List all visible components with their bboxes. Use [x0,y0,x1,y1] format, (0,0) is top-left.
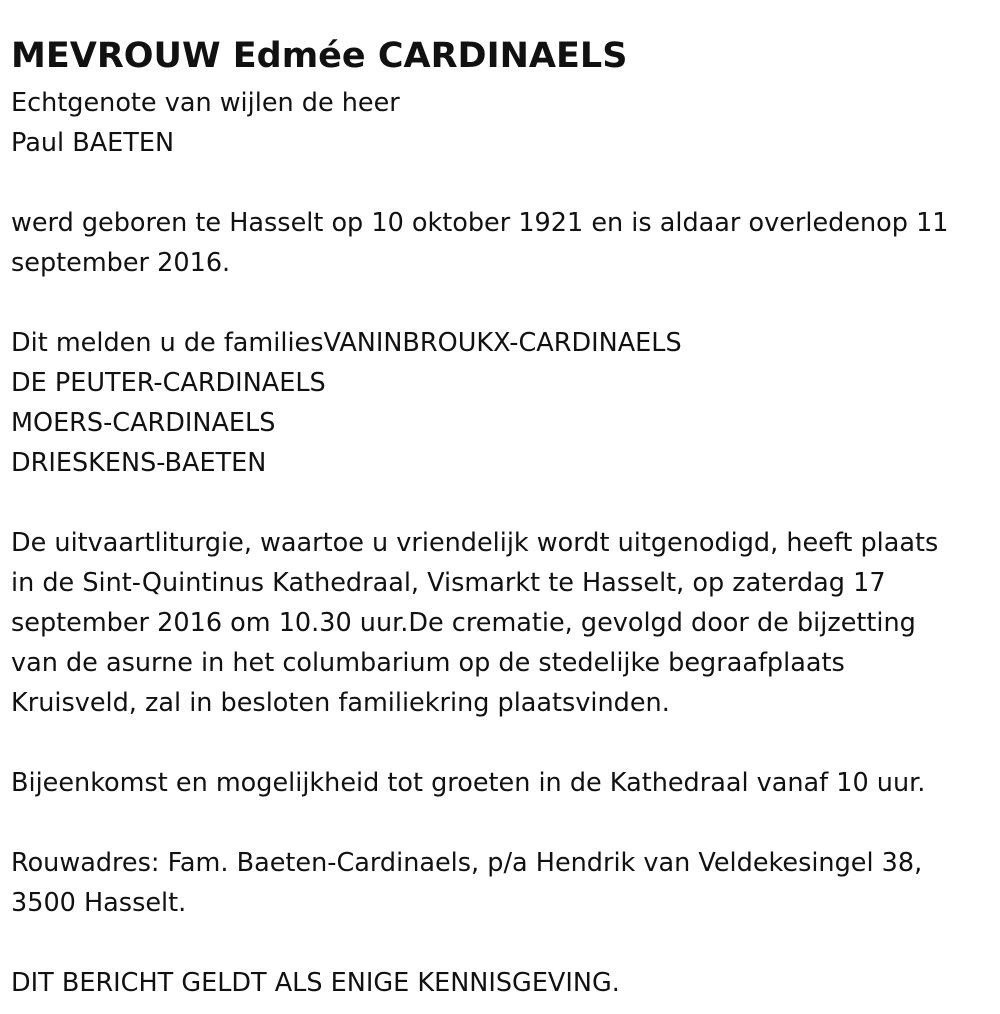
address-line-1: Rouwadres: Fam. Baeten-Cardinaels, p/a Hendrik van Veldekesingel 38, [11,848,923,878]
deceased-name-title: MEVROUW Edmée CARDINAELS [11,36,628,76]
spacer [11,923,991,963]
families-line-2: DE PEUTER-CARDINAELS [11,368,326,398]
funeral-line-2: in de Sint-Quintinus Kathedraal, Vismarkt te Hasselt, op zaterdag 17 [11,568,886,598]
families-line-3: MOERS-CARDINAELS [11,408,276,438]
funeral-line-5: Kruisveld, zal in besloten familiekring plaatsvinden. [11,688,670,718]
spacer [11,803,991,843]
funeral-line-4: van de asurne in het columbarium op de stedelijke begraafplaats [11,648,845,678]
spacer [11,283,991,323]
birth-death-line-2: september 2016. [11,248,231,278]
spacer [11,483,991,523]
address-line-2: 3500 Hasselt. [11,888,187,918]
spacer [11,723,991,763]
birth-death-line-1: werd geboren te Hasselt op 10 oktober 1921 en is aldaar overledenop 11 [11,208,949,238]
closing-statement: DIT BERICHT GELDT ALS ENIGE KENNISGEVING. [11,968,620,998]
spouse-line-1: Echtgenote van wijlen de heer [11,88,400,118]
gathering-text: Bijeenkomst en mogelijkheid tot groeten in de Kathedraal vanaf 10 uur. [11,768,926,798]
spouse-line-2: Paul BAETEN [11,128,175,158]
funeral-line-1: De uitvaartliturgie, waartoe u vriendelijk wordt uitgenodigd, heeft plaats [11,528,939,558]
spacer [11,163,991,203]
funeral-line-3: september 2016 om 10.30 uur.De crematie, gevolgd door de bijzetting [11,608,916,638]
families-line-1: Dit melden u de familiesVANINBROUKX-CARDINAELS [11,328,682,358]
death-notice [11,30,991,1003]
families-line-4: DRIESKENS-BAETEN [11,448,267,478]
